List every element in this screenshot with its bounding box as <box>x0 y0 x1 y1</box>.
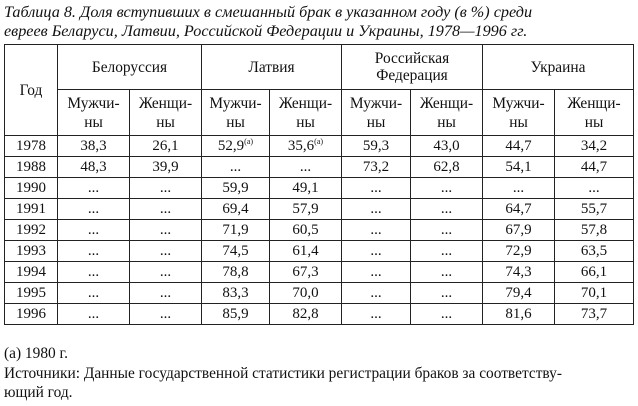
cell-value: 85,9 <box>222 306 249 322</box>
value-cell <box>58 157 130 178</box>
value-cell <box>202 241 270 262</box>
table-caption <box>4 3 634 41</box>
cell-value: 59,3 <box>362 138 390 154</box>
cell-value: 83,3 <box>222 285 249 301</box>
sex-header: Мужчи- ны <box>202 90 270 136</box>
value-cell <box>202 136 270 157</box>
cell-value: 44,7 <box>505 138 532 154</box>
caption-line-1: Таблица 8. Доля вступивших в смешанный брак в указанном году (в %) среди <box>4 3 533 21</box>
cell-value: 81,6 <box>505 306 532 322</box>
footnote: (а) 1980 г. <box>4 345 68 362</box>
table-row <box>5 178 634 199</box>
table-row <box>5 241 634 262</box>
value-cell <box>270 199 342 220</box>
value-cell <box>483 262 555 283</box>
country-header-text: Российская Федерация <box>374 50 450 84</box>
value-cell <box>58 220 130 241</box>
year-cell: 1992 <box>5 220 58 241</box>
cell-value: ... <box>440 201 453 217</box>
value-cell <box>58 262 130 283</box>
value-cell <box>555 220 634 241</box>
cell-value: ... <box>159 201 172 217</box>
cell-value: ... <box>370 285 382 301</box>
value-cell <box>342 304 411 325</box>
year-cell: 1990 <box>5 178 58 199</box>
value-cell <box>555 136 634 157</box>
year-cell: 1991 <box>5 199 58 220</box>
value-cell <box>270 241 342 262</box>
year-cell: 1978 <box>5 136 58 157</box>
value-cell <box>555 241 634 262</box>
cell-value: 63,5 <box>580 243 608 259</box>
cell-value: 72,9 <box>505 243 532 259</box>
value-cell <box>270 283 342 304</box>
cell-value: 44,7 <box>580 159 608 175</box>
cell-value: 52,9 <box>217 138 245 154</box>
caption-line-2: евреев Беларуси, Латвии, Российской Федерации и Украины, 1978—1996 гг. <box>4 22 528 40</box>
cell-value: ... <box>370 243 382 259</box>
value-cell <box>483 199 555 220</box>
cell-value: 70,0 <box>292 285 319 301</box>
value-cell <box>342 262 411 283</box>
cell-value: ... <box>159 264 172 280</box>
value-cell <box>270 262 342 283</box>
sources-line-2: ющий год. <box>4 384 73 401</box>
cell-value: 59,9 <box>222 180 249 196</box>
cell-value: 49,1 <box>292 180 319 196</box>
sex-header: Женщи- ны <box>130 90 202 136</box>
value-cell <box>483 157 555 178</box>
value-cell <box>411 220 483 241</box>
cell-value: ... <box>370 222 382 238</box>
cell-value: ... <box>87 243 100 259</box>
value-cell <box>342 199 411 220</box>
value-cell <box>342 283 411 304</box>
country-header: Белоруссия <box>58 45 202 90</box>
value-cell <box>411 199 483 220</box>
cell-value: ... <box>370 201 382 217</box>
value-cell <box>130 178 202 199</box>
cell-value: 55,7 <box>580 201 608 217</box>
value-cell <box>130 199 202 220</box>
value-cell <box>555 157 634 178</box>
value-cell <box>411 241 483 262</box>
cell-value: 66,1 <box>580 264 608 280</box>
value-cell <box>270 157 342 178</box>
value-cell <box>555 262 634 283</box>
cell-value: ... <box>87 201 100 217</box>
table-row <box>5 304 634 325</box>
cell-value: ... <box>440 180 453 196</box>
cell-value: ... <box>159 306 172 322</box>
value-cell <box>58 241 130 262</box>
value-cell <box>342 241 411 262</box>
value-cell <box>202 199 270 220</box>
cell-value: 57,8 <box>580 222 608 238</box>
cell-value: ... <box>87 222 100 238</box>
value-cell <box>130 136 202 157</box>
value-cell <box>555 178 634 199</box>
cell-value: 57,9 <box>292 201 319 217</box>
year-header: Год <box>5 45 58 136</box>
cell-value: 69,4 <box>222 201 249 217</box>
table-row <box>5 283 634 304</box>
cell-value: 79,4 <box>505 285 532 301</box>
cell-value: 54,1 <box>505 159 532 175</box>
cell-value: 78,8 <box>222 264 249 280</box>
sex-header: Женщи- ны <box>555 90 634 136</box>
cell-value: ... <box>440 306 453 322</box>
cell-value: ... <box>440 285 453 301</box>
footnote-marker: (а) <box>314 137 324 146</box>
value-cell <box>483 241 555 262</box>
cell-value: 38,3 <box>80 138 107 154</box>
value-cell <box>202 304 270 325</box>
value-cell <box>202 283 270 304</box>
cell-value: ... <box>159 180 172 196</box>
value-cell <box>483 283 555 304</box>
country-header <box>342 45 483 90</box>
cell-value: 26,1 <box>152 138 179 154</box>
cell-value: ... <box>440 222 453 238</box>
value-cell <box>483 136 555 157</box>
cell-value: ... <box>370 264 382 280</box>
cell-value: ... <box>370 180 382 196</box>
table-notes <box>4 344 632 403</box>
value-cell <box>555 304 634 325</box>
value-cell <box>270 178 342 199</box>
cell-value: ... <box>87 285 100 301</box>
value-cell <box>270 220 342 241</box>
value-cell <box>130 283 202 304</box>
sex-header: Женщи- ны <box>411 90 483 136</box>
cell-value: ... <box>159 222 172 238</box>
cell-value: 43,0 <box>433 138 460 154</box>
cell-value: ... <box>87 306 100 322</box>
sex-header: Женщи- ны <box>270 90 342 136</box>
marriage-table <box>4 44 634 325</box>
cell-value: 39,9 <box>152 159 179 175</box>
table-row <box>5 136 634 157</box>
country-header: Латвия <box>202 45 342 90</box>
cell-value: ... <box>87 264 100 280</box>
value-cell <box>202 157 270 178</box>
cell-value: 48,3 <box>80 159 107 175</box>
table-row <box>5 157 634 178</box>
cell-value: 62,8 <box>433 159 460 175</box>
value-cell <box>555 283 634 304</box>
value-cell <box>411 157 483 178</box>
value-cell <box>130 241 202 262</box>
value-cell <box>270 136 342 157</box>
table-row <box>5 220 634 241</box>
year-cell: 1988 <box>5 157 58 178</box>
value-cell <box>58 136 130 157</box>
value-cell <box>483 178 555 199</box>
value-cell <box>555 199 634 220</box>
sex-header: Мужчи- ны <box>342 90 411 136</box>
sources-line-1: Источники: Данные государственной статистики регистрации браков за соответству- <box>4 364 562 382</box>
value-cell <box>411 136 483 157</box>
cell-value: 67,3 <box>292 264 319 280</box>
sex-header: Мужчи- ны <box>483 90 555 136</box>
table-row <box>5 262 634 283</box>
cell-value: ... <box>299 159 312 175</box>
cell-value: 82,8 <box>292 306 319 322</box>
cell-value: 67,9 <box>505 222 532 238</box>
value-cell <box>58 178 130 199</box>
value-cell <box>130 304 202 325</box>
value-cell <box>130 157 202 178</box>
cell-value: 74,3 <box>505 264 532 280</box>
value-cell <box>130 220 202 241</box>
cell-value: 64,7 <box>505 201 532 217</box>
year-cell: 1996 <box>5 304 58 325</box>
value-cell <box>342 178 411 199</box>
cell-value: ... <box>370 306 382 322</box>
value-cell <box>58 283 130 304</box>
year-cell: 1993 <box>5 241 58 262</box>
cell-value: ... <box>512 180 525 196</box>
cell-value: ... <box>87 180 100 196</box>
footnote-marker: (а) <box>244 137 254 146</box>
value-cell <box>411 262 483 283</box>
cell-value: ... <box>440 243 453 259</box>
value-cell <box>58 304 130 325</box>
cell-value: 73,2 <box>362 159 390 175</box>
cell-value: 34,2 <box>580 138 608 154</box>
value-cell <box>411 283 483 304</box>
value-cell <box>130 262 202 283</box>
value-cell <box>270 304 342 325</box>
cell-value: 70,1 <box>580 285 608 301</box>
value-cell <box>342 136 411 157</box>
country-header: Украина <box>483 45 634 90</box>
cell-value: ... <box>159 243 172 259</box>
value-cell <box>58 199 130 220</box>
value-cell <box>483 304 555 325</box>
value-cell <box>411 304 483 325</box>
sex-header: Мужчи- ны <box>58 90 130 136</box>
value-cell <box>411 178 483 199</box>
cell-value: ... <box>588 180 600 196</box>
cell-value: ... <box>229 159 242 175</box>
cell-value: 73,7 <box>580 306 608 322</box>
cell-value: 74,5 <box>222 243 249 259</box>
value-cell <box>342 157 411 178</box>
value-cell <box>202 178 270 199</box>
value-cell <box>483 220 555 241</box>
cell-value: 35,6 <box>287 138 315 154</box>
cell-value: 60,5 <box>292 222 319 238</box>
cell-value: ... <box>440 264 453 280</box>
value-cell <box>202 262 270 283</box>
value-cell <box>342 220 411 241</box>
table-row <box>5 199 634 220</box>
value-cell <box>202 220 270 241</box>
year-cell: 1995 <box>5 283 58 304</box>
cell-value: 71,9 <box>222 222 249 238</box>
cell-value: 61,4 <box>292 243 319 259</box>
year-cell: 1994 <box>5 262 58 283</box>
cell-value: ... <box>159 285 172 301</box>
